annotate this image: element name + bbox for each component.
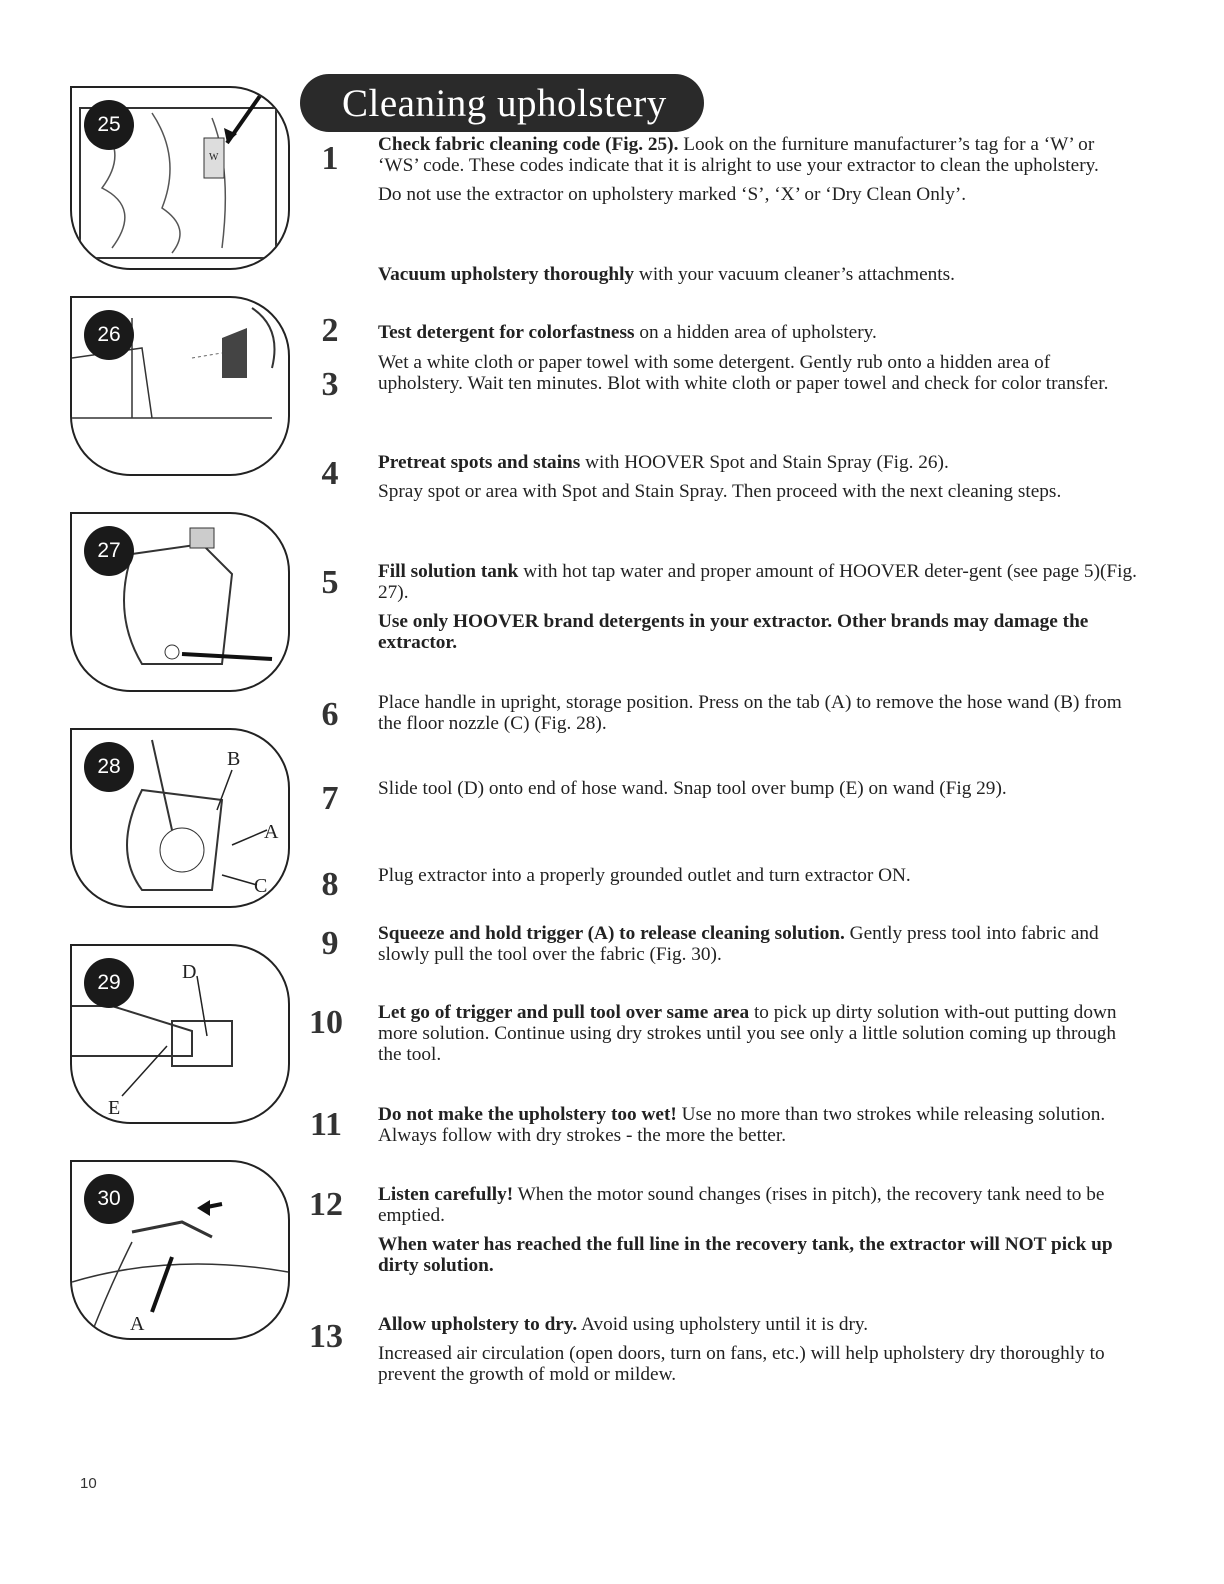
- label-d: D: [182, 961, 197, 983]
- step-6: Place handle in upright, storage position. Press on the tab (A) to remove the hose wand (B) from the floor nozzle (C) (Fig. 28).: [378, 692, 1122, 734]
- figure-25: [70, 86, 290, 270]
- figure-29: [70, 944, 290, 1124]
- step-8: Plug extractor into a properly grounded outlet and turn extractor ON.: [378, 865, 911, 886]
- step-number-7: 7: [321, 780, 339, 817]
- figure-number: 29: [84, 958, 134, 1008]
- figure-30: [70, 1160, 290, 1340]
- label-b: B: [227, 748, 241, 770]
- page-title: Cleaning upholstery: [300, 74, 704, 132]
- step-number-4: 4: [321, 455, 339, 492]
- figure-number: 30: [84, 1174, 134, 1224]
- page-number: 10: [80, 1475, 97, 1492]
- figure-26: [70, 296, 290, 476]
- step-number-9: 9: [321, 925, 339, 962]
- figure-number: 28: [84, 742, 134, 792]
- label-a: A: [264, 821, 279, 843]
- step-11: Do not make the upholstery too wet! Use no more than two strokes while releasing solution. Always follow with dry strokes - the more the better.: [378, 1104, 1106, 1146]
- step-12: Listen carefully! When the motor sound changes (rises in pitch), the recovery tank need to be emptied. When water has reached the full line in the recovery tank, the extractor will NOT pick up dirty solution.: [378, 1184, 1113, 1276]
- figure-number: 26: [84, 310, 134, 360]
- step-number-1: 1: [321, 140, 339, 177]
- step-number-11: 11: [309, 1106, 343, 1143]
- step-vacuum: Vacuum upholstery thoroughly with your vacuum cleaner’s attachments.: [378, 264, 955, 285]
- step-number-8: 8: [321, 866, 339, 903]
- step-5: Fill solution tank with hot tap water and proper amount of HOOVER deter-gent (see page 5)(Fig. 27). Use only HOOVER brand detergents in your extractor. Other brands may damage the extractor.: [378, 561, 1137, 653]
- step-4: Pretreat spots and stains with HOOVER Spot and Stain Spray (Fig. 26). Spray spot or area with Spot and Stain Spray. Then proceed with the next cleaning steps.: [378, 452, 1062, 502]
- label-e: E: [108, 1097, 121, 1119]
- label-c: C: [254, 875, 268, 897]
- tag-label: W: [209, 152, 219, 163]
- figure-number: 25: [84, 100, 134, 150]
- step-number-12: 12: [309, 1186, 343, 1223]
- figure-28: [70, 728, 290, 908]
- step-7: Slide tool (D) onto end of hose wand. Snap tool over bump (E) on wand (Fig 29).: [378, 778, 1007, 799]
- step-number-3: 3: [321, 366, 339, 403]
- step-2: Test detergent for colorfastness on a hidden area of upholstery.: [378, 322, 877, 343]
- step-number-13: 13: [309, 1318, 343, 1355]
- figure-number: 27: [84, 526, 134, 576]
- step-number-6: 6: [321, 696, 339, 733]
- step-number-2: 2: [321, 312, 339, 349]
- figure-27: [70, 512, 290, 692]
- step-13: Allow upholstery to dry. Avoid using upholstery until it is dry. Increased air circulation (open doors, turn on fans, etc.) will help upholstery dry thoroughly to prevent the growth of mold or mildew.: [378, 1314, 1105, 1385]
- step-1: Check fabric cleaning code (Fig. 25). Look on the furniture manufacturer’s tag for a ‘W’ or ‘WS’ code. These codes indicate that it is alright to use your extractor to clean the upholstery. Do not use the extractor on upholstery marked ‘S’, ‘X’ or ‘Dry Clean Only’.: [378, 134, 1099, 205]
- step-10: Let go of trigger and pull tool over same area to pick up dirty solution with-out putting down more solution. Continue using dry strokes until you see only a little solution coming up through the tool.: [378, 1002, 1117, 1065]
- step-number-10: 10: [309, 1004, 343, 1041]
- step-number-5: 5: [321, 564, 339, 601]
- step-9: Squeeze and hold trigger (A) to release cleaning solution. Gently press tool into fabric and slowly pull the tool over the fabric (Fig. 30).: [378, 923, 1099, 965]
- step-3: Wet a white cloth or paper towel with some detergent. Gently rub onto a hidden area of upholstery. Wait ten minutes. Blot with white cloth or paper towel and check for color transfer.: [378, 352, 1109, 394]
- label-a: A: [130, 1313, 145, 1335]
